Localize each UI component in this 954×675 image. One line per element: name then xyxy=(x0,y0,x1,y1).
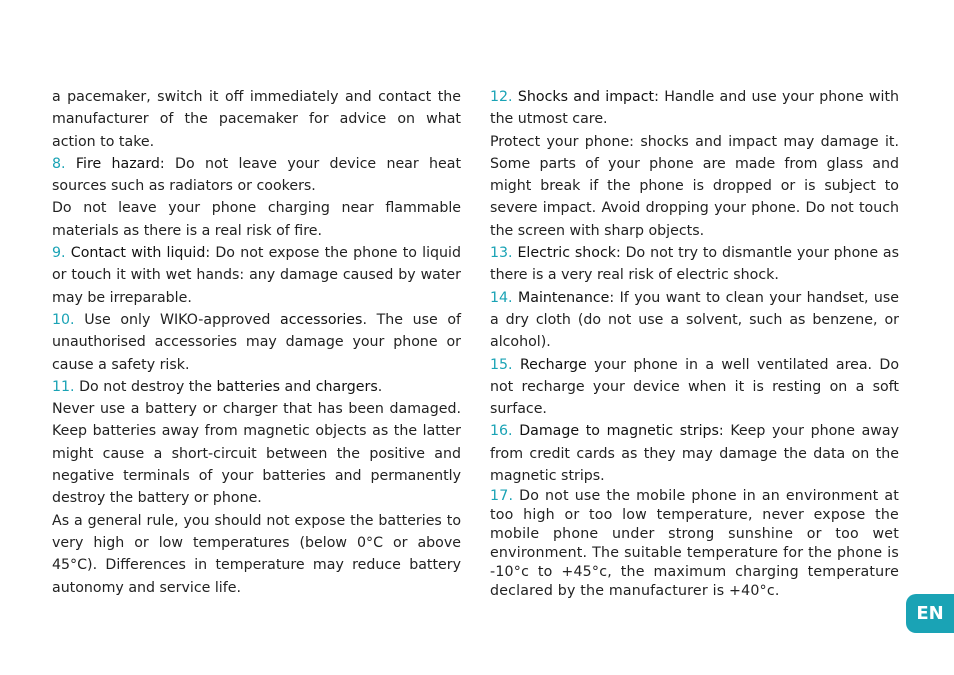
section-17 xyxy=(490,487,899,601)
paragraph: Never use a battery or charger that has been damaged. Keep batteries away from magnetic objects as the latter might cause a short-circuit between the positive and negative terminals of your batteries and permanently destroy the battery or phone. xyxy=(52,401,461,507)
section-15 xyxy=(490,354,899,421)
section-9 xyxy=(52,242,461,309)
section-number: 12. xyxy=(490,89,513,105)
section-text: and xyxy=(280,378,316,395)
section-text: Do not use the mobile phone in an environment at too high or too low temperature, never expose the mobile phone under strong sunshine or too wet environment. The suitable temperature for the phone is -10°c to +45°c, the maximum charging temperature declared by the manufacturer is +40°c. xyxy=(490,488,899,600)
paragraph: Protect your phone: shocks and impact may damage it. Some parts of your phone are made from glass and might break if the phone is dropped or is subject to severe impact. Avoid dropping your phone. Do not touch the screen with sharp objects. xyxy=(490,133,899,239)
section-10 xyxy=(52,309,461,376)
section-text: Keep your phone away from credit cards as they may damage the data on the magnetic strips. xyxy=(490,423,899,485)
language-badge: EN xyxy=(906,594,954,633)
section-title: Maintenance: xyxy=(518,289,615,306)
section-text: Handle and use your phone with the utmost care. xyxy=(490,89,900,128)
paragraph: As a general rule, you should not expose the batteries to very high or low temperatures (below 0°C or above 45°C). Differences in temperature may reduce battery autonomy and service life. xyxy=(52,512,461,596)
section-number: 16. xyxy=(490,423,513,440)
section-8 xyxy=(52,153,461,198)
section-title: accessories xyxy=(280,311,363,328)
keyword-chargers: chargers xyxy=(315,378,378,395)
section-text: Do not leave your device near heat sources such as radiators or cookers. xyxy=(52,155,462,195)
right-column xyxy=(490,86,899,601)
section-number: 17. xyxy=(490,488,514,505)
section-text: Use only WIKO-approved xyxy=(74,311,281,328)
section-text: your phone in a well ventilated area. Do not recharge your device when it is resting on a soft surface. xyxy=(490,356,899,418)
section-text: . The use of unauthorised accessories may damage your phone or cause a safety risk. xyxy=(52,311,461,373)
section-11 xyxy=(52,376,461,398)
section-number: 15. xyxy=(490,356,513,373)
section-title: Recharge xyxy=(519,356,587,373)
section-16 xyxy=(490,420,899,487)
section-text: Do not expose the phone to liquid or touch it with wet hands: any damage caused by water may be irreparable. xyxy=(52,245,461,306)
paragraph: a pacemaker, switch it off immediately and contact the manufacturer of the pacemaker for advice on what action to take. xyxy=(52,89,461,150)
section-number: 11. xyxy=(52,378,75,395)
section-title: Electric shock: xyxy=(517,245,621,262)
section-14 xyxy=(490,287,899,354)
section-13 xyxy=(490,242,899,287)
section-title: Contact with liquid: xyxy=(70,245,211,262)
section-text: . xyxy=(377,378,383,395)
section-text: Do not try to dismantle your phone as there is a very real risk of electric shock. xyxy=(490,245,899,284)
section-12 xyxy=(490,86,899,131)
section-text: If you want to clean your handset, use a dry cloth (do not use a solvent, such as benzene, or alcohol). xyxy=(490,289,899,351)
section-title: Fire hazard: xyxy=(75,155,165,172)
paragraph: Do not leave your phone charging near flammable materials as there is a real risk of fire. xyxy=(52,200,461,239)
section-number: 9. xyxy=(52,245,66,262)
section-number: 14. xyxy=(490,289,513,306)
section-title: Damage to magnetic strips: xyxy=(519,423,724,440)
section-title: Shocks and impact: xyxy=(517,89,659,105)
section-number: 10. xyxy=(52,311,75,328)
keyword-batteries: batteries xyxy=(216,378,280,395)
left-column xyxy=(52,86,461,599)
section-number: 8. xyxy=(52,155,66,172)
section-number: 13. xyxy=(490,245,513,262)
section-text: Do not destroy the xyxy=(74,378,217,395)
